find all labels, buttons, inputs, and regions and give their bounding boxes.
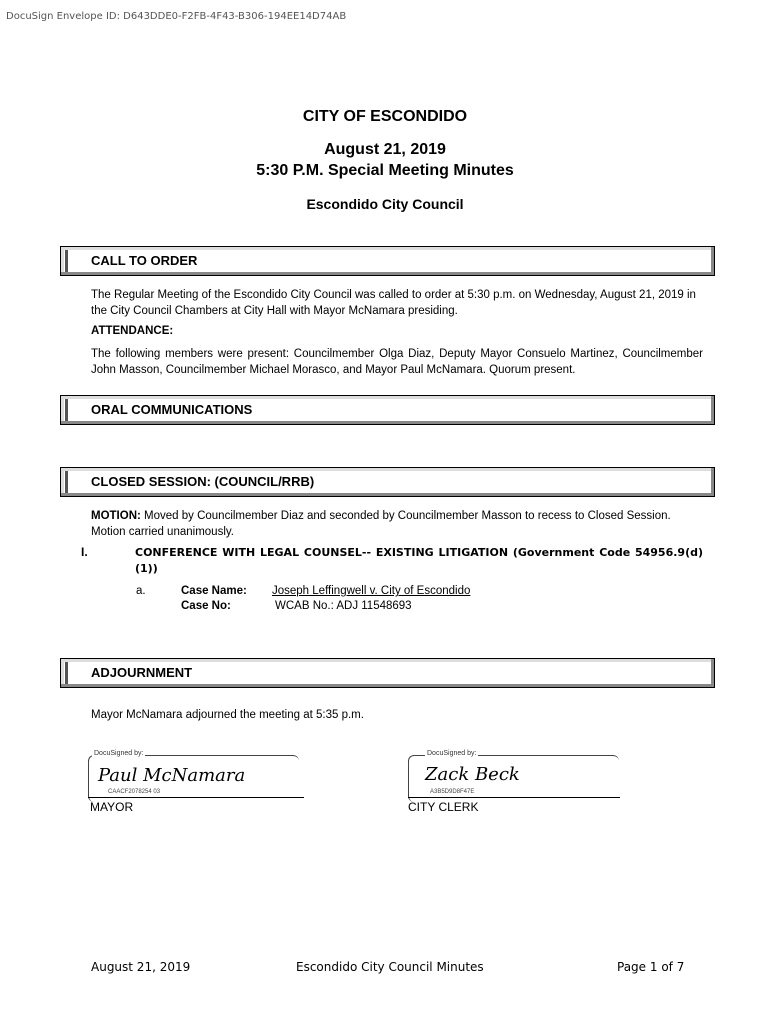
section-heading: ADJOURNMENT bbox=[91, 665, 193, 680]
motion-label: MOTION: bbox=[91, 510, 141, 522]
section-heading: CLOSED SESSION: (COUNCIL/RRB) bbox=[91, 474, 315, 489]
mayor-docusigned-caption: DocuSigned by: bbox=[94, 750, 144, 757]
attendance-label: ATTENDANCE: bbox=[91, 325, 174, 337]
section-bar-edge bbox=[65, 471, 68, 493]
attendance-text: The following members were present: Councilmember Olga Diaz, Deputy Mayor Consuelo Martinez, Councilmember John Masson, Councilmember Michael Morasco, and Mayor Paul McNamara. Quorum present. bbox=[91, 348, 703, 376]
case-no-value: WCAB No.: ADJ 11548693 bbox=[275, 600, 412, 612]
clerk-signature: Zack Beck bbox=[425, 764, 520, 785]
case-no-label: Case No: bbox=[181, 600, 231, 612]
city-title: CITY OF ESCONDIDO bbox=[302, 108, 468, 125]
mayor-signature: Paul McNamara bbox=[98, 765, 246, 786]
mayor-signer-id: CAACF2078254 03 bbox=[108, 789, 161, 795]
case-name-value: Joseph Leffingwell v. City of Escondido bbox=[272, 585, 471, 597]
mayor-role: MAYOR bbox=[90, 800, 134, 814]
case-name-label: Case Name: bbox=[181, 585, 247, 597]
council-name: Escondido City Council bbox=[306, 196, 464, 212]
motion-paragraph bbox=[91, 508, 703, 540]
section-bar-edge bbox=[65, 399, 68, 421]
call-to-order-text: The Regular Meeting of the Escondido City Council was called to order at 5:30 p.m. on Wednesday, August 21, 2019 in the City Council Chambers at City Hall with Mayor McNamara presiding. bbox=[91, 289, 696, 317]
motion-text: Moved by Councilmember Diaz and seconded by Councilmember Masson to recess to Closed Session. Motion carried unanimously. bbox=[91, 510, 671, 538]
meeting-date: August 21, 2019 bbox=[324, 141, 446, 158]
clerk-signature-line bbox=[408, 797, 620, 798]
meeting-type: 5:30 P.M. Special Meeting Minutes bbox=[256, 162, 514, 179]
clerk-role: CITY CLERK bbox=[408, 800, 479, 814]
section-bar-edge bbox=[65, 662, 68, 684]
section-oral-communications bbox=[60, 395, 715, 425]
section-heading: CALL TO ORDER bbox=[91, 253, 198, 268]
mayor-signature-line bbox=[88, 797, 304, 798]
footer-page: Page 1 of 7 bbox=[617, 960, 685, 974]
section-bar-edge bbox=[65, 250, 68, 272]
clerk-signer-id: A3B5D9D8F47E bbox=[430, 789, 475, 795]
footer-date: August 21, 2019 bbox=[91, 960, 191, 974]
docusign-envelope-id: DocuSign Envelope ID: D643DDE0-F2FB-4F43-B306-194EE14D74AB bbox=[6, 11, 347, 22]
sub-item-letter: a. bbox=[136, 585, 146, 597]
section-adjournment bbox=[60, 658, 715, 688]
item-text: CONFERENCE WITH LEGAL COUNSEL-- EXISTING LITIGATION (Government Code 54956.9(d)(1)) bbox=[135, 546, 703, 575]
footer-title: Escondido City Council Minutes bbox=[296, 960, 484, 974]
clerk-docusigned-caption: DocuSigned by: bbox=[427, 750, 477, 757]
section-heading: ORAL COMMUNICATIONS bbox=[91, 402, 253, 417]
adjournment-text: Mayor McNamara adjourned the meeting at 5:35 p.m. bbox=[91, 709, 364, 721]
section-call-to-order bbox=[60, 246, 715, 276]
section-closed-session bbox=[60, 467, 715, 497]
item-number: I. bbox=[81, 545, 88, 559]
